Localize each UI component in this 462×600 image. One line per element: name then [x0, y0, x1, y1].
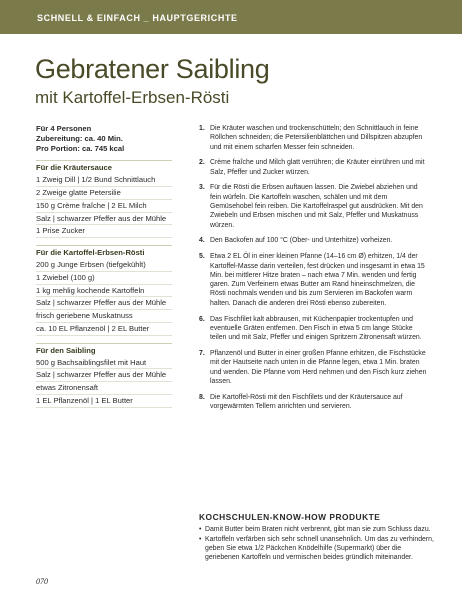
- ingredient: 1 Zwiebel (100 g): [36, 272, 172, 285]
- step-text: Die Kräuter waschen und trockenschütteln; den Schnittlauch in feine Röllchen schneiden; die Petersilienblättchen und Dillspitzen abzupfen und mit einem scharfen Messer fein schneiden.: [210, 125, 423, 151]
- step-text: Für die Rösti die Erbsen auftauen lassen. Die Zwiebel abziehen und fein würfeln. Die Kartoffeln waschen, schälen und mit dem Gemüsehobel fein reiben. Die Kartoffelraspel gut ausdrücken. Mit den Zwiebeln und Erbsen mischen und mit Salz, Pfeffer und Muskatnuss würzen.: [210, 184, 423, 229]
- ingredient-section: [36, 160, 172, 238]
- ingredient: etwas Zitronensaft: [36, 382, 172, 395]
- step: [199, 393, 427, 412]
- ingredient-section: [36, 343, 172, 408]
- section-title: Für die Kartoffel-Erbsen-Rösti: [36, 245, 172, 258]
- section-title: Für die Kräutersauce: [36, 160, 172, 173]
- ingredients-column: [36, 124, 172, 408]
- knowhow-tip: • Kartoffeln verfärben sich sehr schnell unansehnlich. Um das zu verhindern, geben Sie etwa 1/2 Päckchen Knödelhilfe (Supermarkt) über die geriebenen Kartoffeln und vermischen beides gründlich miteinander.: [199, 535, 435, 563]
- ingredient: 1 Prise Zucker: [36, 225, 172, 238]
- ingredient: 1 EL Pflanzenöl | 1 EL Butter: [36, 395, 172, 408]
- knowhow-title: KOCHSCHULEN-KNOW-HOW PRODUKTE: [199, 512, 381, 522]
- step-number: 6.: [199, 315, 205, 323]
- ingredient: frisch geriebene Muskatnuss: [36, 310, 172, 323]
- step-text: Etwa 2 EL Öl in einer kleinen Pfanne (14–16 cm Ø) erhitzen, 1/4 der Kartoffel-Masse darin verteilen, fest drücken und insgesamt in etwa 15 Min. bei mittlerer Hitze braten – nach etwa 7 Min. wenden und fertig garen. Zum Verfeinern etwas Butter am Rand hineinschmelzen, die Rösti nochmals wenden und bis zum Servieren im Backofen warm halten. Danach die anderen drei Rösti ebenso zubereiten.: [210, 253, 425, 307]
- steps-column: [199, 124, 427, 418]
- step-number: 4.: [199, 237, 205, 245]
- ingredient: Salz | schwarzer Pfeffer aus der Mühle: [36, 213, 172, 226]
- step: [199, 124, 427, 152]
- ingredient: 500 g Bachsaiblingsfilet mit Haut: [36, 357, 172, 370]
- ingredient: ca. 10 EL Pflanzenöl | 2 EL Butter: [36, 323, 172, 336]
- section-title: Für den Saibling: [36, 343, 172, 356]
- ingredient: 150 g Crème fraîche | 2 EL Milch: [36, 200, 172, 213]
- step-number: 2.: [199, 159, 205, 167]
- step-number: 3.: [199, 184, 205, 192]
- prep-time: Zubereitung: ca. 40 Min.: [36, 133, 123, 143]
- step-text: Die Kartoffel-Rösti mit den Fischfilets und der Kräutersauce auf vorgewärmten Tellern anrichten und servieren.: [210, 393, 403, 410]
- step: [199, 252, 427, 308]
- step: [199, 158, 427, 177]
- ingredient: 2 Zweige glatte Petersilie: [36, 187, 172, 200]
- portion-kcal: Pro Portion: ca. 745 kcal: [36, 143, 125, 153]
- knowhow-tip: • Damit Butter beim Braten nicht verbrennt, gibt man sie zum Schluss dazu.: [199, 525, 435, 534]
- step-number: 7.: [199, 349, 205, 357]
- section-header: SCHNELL & EINFACH _ HAUPTGERICHTE: [37, 13, 238, 23]
- knowhow-box: [199, 513, 435, 562]
- ingredient-section: [36, 245, 172, 336]
- recipe-title: Gebratener Saibling: [35, 54, 270, 84]
- ingredient: Salz | schwarzer Pfeffer aus der Mühle: [36, 297, 172, 310]
- step: [199, 236, 427, 245]
- ingredient: 200 g Junge Erbsen (tiefgekühlt): [36, 259, 172, 272]
- step: [199, 183, 427, 229]
- step-text: Das Fischfilet kalt abbrausen, mit Küchenpapier trockentupfen und eventuelle Gräten entfernen. Den Fisch in etwa 5 cm lange Stücke teilen und mit Salz, Pfeffer und einigen Spritzern Zitronensaft würzen.: [210, 315, 422, 342]
- ingredient: 1 kg mehlig kochende Kartoffeln: [36, 285, 172, 298]
- step-text: Pflanzenöl und Butter in einer großen Pfanne erhitzen, die Fischstücke mit der Hautseite nach unten in die Pfanne legen, etwa 1 Min. braten und wenden. Die Pfanne vom Herd nehmen und den Fisch kurz ziehen lassen.: [210, 349, 427, 385]
- step-text: Den Backofen auf 100 °C (Ober- und Unterhitze) vorheizen.: [210, 237, 393, 245]
- servings: Für 4 Personen: [36, 124, 92, 133]
- recipe-subtitle: mit Kartoffel-Erbsen-Rösti: [35, 88, 230, 107]
- step-number: 5.: [199, 253, 205, 261]
- step-text: Crème fraîche und Milch glatt verrühren; die Kräuter einrühren und mit Salz, Pfeffer und Zucker würzen.: [210, 159, 425, 176]
- page-number: 070: [36, 577, 48, 586]
- step-number: 1.: [199, 125, 205, 132]
- step: [199, 349, 427, 386]
- step: [199, 315, 427, 343]
- ingredient: Salz | schwarzer Pfeffer aus der Mühle: [36, 369, 172, 382]
- step-number: 8.: [199, 393, 205, 401]
- ingredient: 1 Zweig Dill | 1/2 Bund Schnittlauch: [36, 174, 172, 187]
